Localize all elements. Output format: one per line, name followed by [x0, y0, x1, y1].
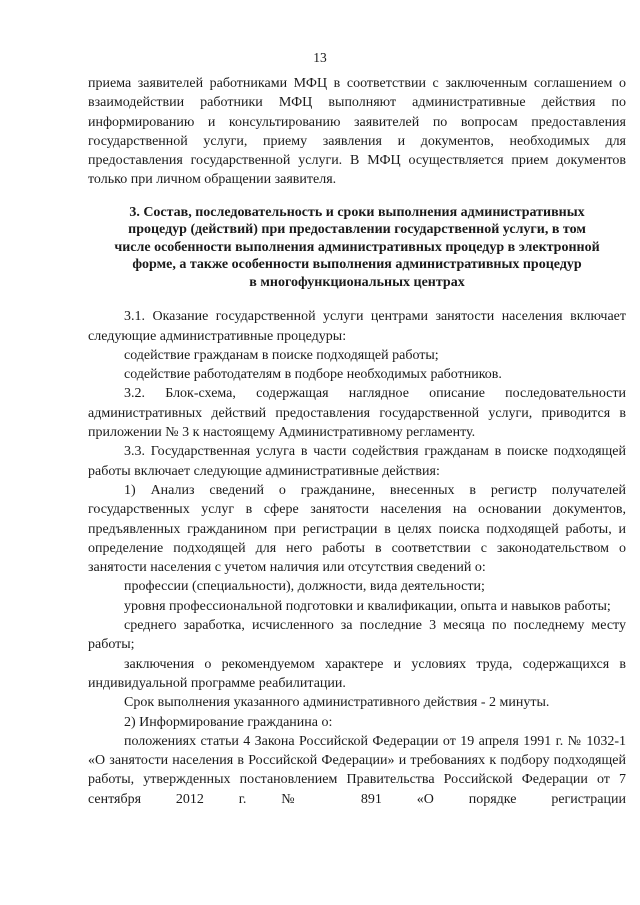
action-2-heading: 2) Информирование гражданина о:	[124, 714, 333, 730]
list-item-info: уровня профессиональной подготовки и квалификации, опыта и навыков работы;	[124, 598, 611, 614]
paragraph-3-1: 3.1. Оказание государственной услуги центрами занятости населения включает следующие административные процедуры:	[88, 309, 626, 344]
action-duration: Срок выполнения указанного административного действия - 2 минуты.	[124, 695, 550, 711]
document-body	[88, 74, 626, 809]
intro-paragraph: приема заявителей работниками МФЦ в соответствии с заключенным соглашением о взаимодействии работники МФЦ выполняют административные действия по информированию и консультированию заявителей по вопросам предоставления государственной услуги, приему заявления и документов, необходимых для предоставления государственной услуги. В МФЦ осуществляется прием документов только при личном обращении заявителя.	[88, 76, 626, 188]
action-2-paragraph: положениях статьи 4 Закона Российской Федерации от 19 апреля 1991 г. № 1032-1 «О занятости населения в Российской Федерации» и требованиях к подбору подходящей работы, утвержденных постановлением Правительства Российской Федерации от 7 сентября 2012 г. № 891 «О порядке регистрации	[88, 733, 626, 807]
heading-line: форме, а также особенности выполнения административных процедур	[132, 257, 582, 273]
heading-line: 3. Состав, последовательность и сроки выполнения административных	[129, 204, 585, 220]
list-item-info: заключения о рекомендуемом характере и условиях труда, содержащихся в индивидуальной программе реабилитации.	[88, 656, 626, 691]
list-item-info: профессии (специальности), должности, вида деятельности;	[124, 579, 485, 595]
page-number: 13	[313, 50, 327, 65]
paragraph-3-2: 3.2. Блок-схема, содержащая наглядное описание последовательности административных действий предоставления государственной услуги, приводится в приложении № 3 к настоящему Административному регламенту.	[88, 386, 626, 441]
section-heading	[88, 204, 626, 292]
heading-line: в многофункциональных центрах	[249, 274, 465, 290]
paragraph-3-3: 3.3. Государственная услуга в части содействия гражданам в поиске подходящей работы включает следующие административные действия:	[88, 444, 626, 479]
list-item-procedure: содействие работодателям в подборе необходимых работников.	[124, 367, 502, 383]
list-item-procedure: содействие гражданам в поиске подходящей работы;	[124, 347, 439, 363]
heading-line: числе особенности выполнения административных процедур в электронной	[114, 239, 600, 255]
list-item-info: среднего заработка, исчисленного за последние 3 месяца по последнему месту работы;	[88, 618, 626, 653]
heading-line: процедур (действий) при предоставлении государственной услуги, в том	[128, 222, 586, 238]
action-1-paragraph: 1) Анализ сведений о гражданине, внесенных в регистр получателей государственных услуг в сфере занятости населения на основании документов, предъявленных гражданином при регистрации в целях поиска подходящей работы, и определение подходящей для него работы в соответствии с законодательством о занятости населения с учетом наличия или отсутствия сведений о:	[88, 482, 626, 576]
